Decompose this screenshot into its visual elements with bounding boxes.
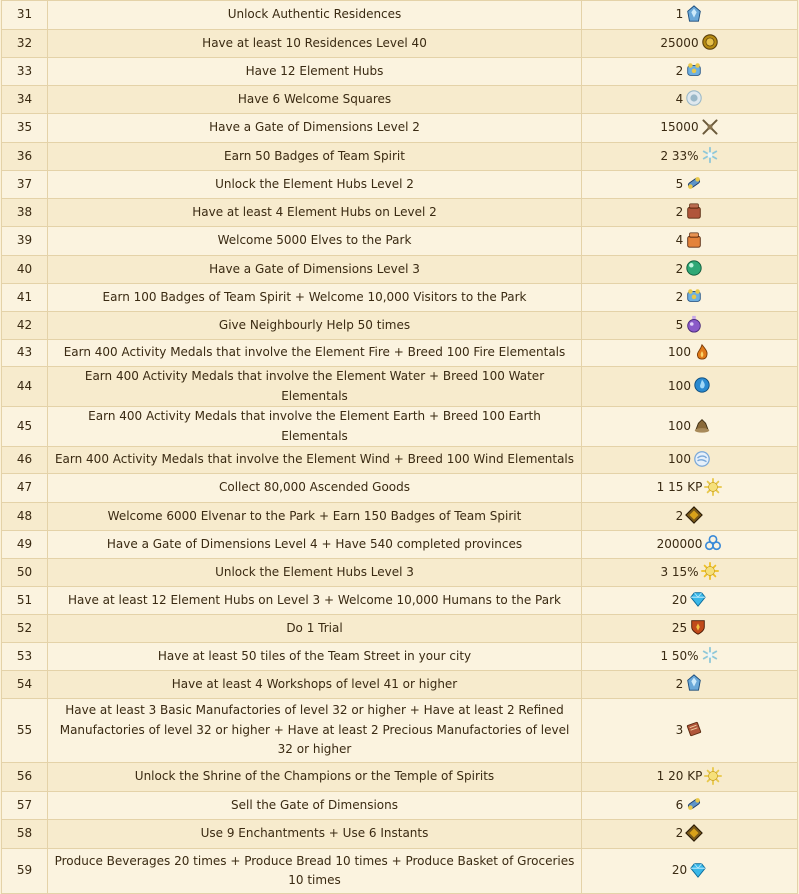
quest-number: 38 — [2, 199, 48, 227]
diamond-icon — [689, 590, 707, 608]
quest-reward — [582, 615, 798, 643]
quest-reward — [582, 340, 798, 367]
table-row — [2, 143, 798, 171]
book-icon — [685, 720, 703, 738]
quest-number: 50 — [2, 559, 48, 587]
upgrade-scroll-icon — [685, 174, 703, 192]
quest-reward — [582, 447, 798, 474]
reward-amount: 100 — [668, 378, 691, 393]
quest-reward — [582, 312, 798, 340]
quest-number: 40 — [2, 256, 48, 284]
orb-icon — [685, 259, 703, 277]
table-row — [2, 171, 798, 199]
reward-amount: 4 — [675, 91, 684, 106]
quest-number: 33 — [2, 58, 48, 86]
quest-reward — [582, 114, 798, 143]
quest-number: 51 — [2, 587, 48, 615]
quest-number: 53 — [2, 643, 48, 671]
quest-number: 31 — [2, 1, 48, 30]
tools-icon — [701, 118, 719, 136]
table-row — [2, 30, 798, 58]
table-row — [2, 86, 798, 114]
fire-element-icon — [693, 343, 711, 361]
quest-number: 58 — [2, 820, 48, 849]
quest-task: Unlock the Shrine of the Champions or the Temple of Spirits — [48, 763, 582, 792]
quest-number: 36 — [2, 143, 48, 171]
coins-icon — [701, 33, 719, 51]
box-icon — [685, 231, 703, 249]
reward-amount: 20 — [671, 592, 688, 607]
quest-number: 56 — [2, 763, 48, 792]
sun-buff-icon — [701, 562, 719, 580]
quest-number: 44 — [2, 367, 48, 407]
table-row — [2, 114, 798, 143]
snowflake-buff-icon — [701, 146, 719, 164]
quest-number: 47 — [2, 474, 48, 503]
box-icon — [685, 202, 703, 220]
earth-element-icon — [693, 416, 711, 434]
reward-amount: 1 20 KP — [656, 769, 703, 784]
quest-number: 59 — [2, 849, 48, 894]
reward-amount: 1 — [675, 7, 684, 22]
quest-reward — [582, 143, 798, 171]
snowflake-buff-icon — [701, 646, 719, 664]
quest-reward — [582, 1, 798, 30]
quest-number: 32 — [2, 30, 48, 58]
quest-task: Have 12 Element Hubs — [48, 58, 582, 86]
quest-number: 37 — [2, 171, 48, 199]
quest-task: Sell the Gate of Dimensions — [48, 792, 582, 820]
quest-reward — [582, 643, 798, 671]
table-row — [2, 763, 798, 792]
knowledge-points-icon — [704, 767, 722, 785]
quest-reward — [582, 849, 798, 894]
quest-reward — [582, 559, 798, 587]
quest-task: Earn 400 Activity Medals that involve the Element Fire + Breed 100 Fire Elementals — [48, 340, 582, 367]
table-row — [2, 699, 798, 763]
quest-number: 41 — [2, 284, 48, 312]
reward-amount: 3 — [675, 722, 684, 737]
reward-amount: 2 — [675, 261, 684, 276]
upgrade-scroll-icon — [685, 795, 703, 813]
table-row — [2, 367, 798, 407]
reward-amount: 2 — [675, 826, 684, 841]
quest-task: Have at least 12 Element Hubs on Level 3 + Welcome 10,000 Humans to the Park — [48, 587, 582, 615]
quest-reward — [582, 171, 798, 199]
quest-reward — [582, 367, 798, 407]
table-row — [2, 820, 798, 849]
table-row — [2, 503, 798, 531]
reward-amount: 100 — [668, 345, 691, 360]
table-row — [2, 671, 798, 699]
crystal-relic-icon — [685, 674, 703, 692]
reward-amount: 25 — [671, 620, 688, 635]
quest-number: 48 — [2, 503, 48, 531]
quest-number: 45 — [2, 407, 48, 447]
quest-reward — [582, 407, 798, 447]
table-row — [2, 615, 798, 643]
quest-reward — [582, 792, 798, 820]
quest-task: Have a Gate of Dimensions Level 3 — [48, 256, 582, 284]
quest-task: Have at least 4 Element Hubs on Level 2 — [48, 199, 582, 227]
quest-reward — [582, 199, 798, 227]
reward-amount: 2 — [675, 289, 684, 304]
table-row — [2, 587, 798, 615]
reward-amount: 2 — [675, 676, 684, 691]
reward-amount: 3 15% — [660, 564, 699, 579]
quest-number: 35 — [2, 114, 48, 143]
quest-number: 42 — [2, 312, 48, 340]
reward-amount: 6 — [675, 797, 684, 812]
table-row — [2, 340, 798, 367]
table-row — [2, 849, 798, 894]
quest-number: 39 — [2, 227, 48, 256]
champion-crest-icon — [689, 618, 707, 636]
table-row — [2, 227, 798, 256]
quest-reward — [582, 671, 798, 699]
quest-task: Collect 80,000 Ascended Goods — [48, 474, 582, 503]
quest-reward — [582, 284, 798, 312]
quest-number: 57 — [2, 792, 48, 820]
quest-task: Have a Gate of Dimensions Level 2 — [48, 114, 582, 143]
reward-amount: 5 — [675, 176, 684, 191]
quest-number: 43 — [2, 340, 48, 367]
table-row — [2, 531, 798, 559]
reward-amount: 5 — [675, 317, 684, 332]
reward-amount: 2 33% — [660, 148, 699, 163]
quest-task: Have at least 50 tiles of the Team Street in your city — [48, 643, 582, 671]
quest-task: Produce Beverages 20 times + Produce Bread 10 times + Produce Basket of Groceries 10 times — [48, 849, 582, 894]
quest-task: Earn 50 Badges of Team Spirit — [48, 143, 582, 171]
quest-task: Have 6 Welcome Squares — [48, 86, 582, 114]
quest-number: 52 — [2, 615, 48, 643]
diamond-rune-icon — [685, 824, 703, 842]
table-row — [2, 474, 798, 503]
diamond-rune-icon — [685, 506, 703, 524]
quest-task: Welcome 6000 Elvenar to the Park + Earn 150 Badges of Team Spirit — [48, 503, 582, 531]
quest-reward — [582, 30, 798, 58]
table-row — [2, 284, 798, 312]
reward-amount: 2 — [675, 63, 684, 78]
quest-task: Earn 400 Activity Medals that involve the Element Wind + Breed 100 Wind Elementals — [48, 447, 582, 474]
wind-element-icon — [693, 450, 711, 468]
quest-task: Welcome 5000 Elves to the Park — [48, 227, 582, 256]
table-row — [2, 559, 798, 587]
reward-amount: 2 — [675, 204, 684, 219]
quest-number: 54 — [2, 671, 48, 699]
table-row — [2, 58, 798, 86]
potion-icon — [685, 315, 703, 333]
reward-amount: 1 15 KP — [656, 480, 703, 495]
quest-task: Have at least 3 Basic Manufactories of level 32 or higher + Have at least 2 Refined Manufactories of level 32 or higher + Have at least 2 Precious Manufactories of level 32 or higher — [48, 699, 582, 763]
quest-reward — [582, 531, 798, 559]
knowledge-points-icon — [704, 478, 722, 496]
quest-task: Earn 100 Badges of Team Spirit + Welcome 10,000 Visitors to the Park — [48, 284, 582, 312]
quest-number: 34 — [2, 86, 48, 114]
quest-number: 49 — [2, 531, 48, 559]
reward-amount: 200000 — [656, 536, 703, 551]
reward-amount: 4 — [675, 233, 684, 248]
diamond-icon — [689, 861, 707, 879]
quest-number: 46 — [2, 447, 48, 474]
welcome-square-icon — [685, 89, 703, 107]
quest-reward — [582, 820, 798, 849]
quest-task: Unlock the Element Hubs Level 3 — [48, 559, 582, 587]
crystal-relic-icon — [685, 5, 703, 23]
table-row — [2, 447, 798, 474]
quest-reward — [582, 58, 798, 86]
quest-reward — [582, 587, 798, 615]
reward-amount: 100 — [668, 418, 691, 433]
element-hub-icon — [685, 61, 703, 79]
quest-reward — [582, 256, 798, 284]
quest-table — [1, 0, 798, 894]
reward-amount: 15000 — [660, 120, 699, 135]
quest-reward — [582, 763, 798, 792]
reward-amount: 100 — [668, 452, 691, 467]
table-row — [2, 407, 798, 447]
quest-reward — [582, 503, 798, 531]
water-element-icon — [693, 376, 711, 394]
reward-amount: 1 50% — [660, 648, 699, 663]
table-row — [2, 1, 798, 30]
spell-fragments-icon — [704, 534, 722, 552]
table-row — [2, 312, 798, 340]
table-row — [2, 256, 798, 284]
element-hub-icon — [685, 287, 703, 305]
quest-number: 55 — [2, 699, 48, 763]
quest-task: Do 1 Trial — [48, 615, 582, 643]
quest-task: Use 9 Enchantments + Use 6 Instants — [48, 820, 582, 849]
quest-task: Have at least 4 Workshops of level 41 or higher — [48, 671, 582, 699]
reward-amount: 20 — [671, 863, 688, 878]
quest-task: Earn 400 Activity Medals that involve the Element Water + Breed 100 Water Elementals — [48, 367, 582, 407]
reward-amount: 25000 — [660, 35, 699, 50]
quest-task: Have at least 10 Residences Level 40 — [48, 30, 582, 58]
table-row — [2, 643, 798, 671]
quest-task: Have a Gate of Dimensions Level 4 + Have 540 completed provinces — [48, 531, 582, 559]
quest-task: Unlock the Element Hubs Level 2 — [48, 171, 582, 199]
quest-reward — [582, 86, 798, 114]
reward-amount: 2 — [675, 508, 684, 523]
quest-reward — [582, 227, 798, 256]
quest-task: Earn 400 Activity Medals that involve the Element Earth + Breed 100 Earth Elementals — [48, 407, 582, 447]
quest-reward — [582, 474, 798, 503]
table-row — [2, 792, 798, 820]
table-row — [2, 199, 798, 227]
quest-reward — [582, 699, 798, 763]
quest-task: Give Neighbourly Help 50 times — [48, 312, 582, 340]
quest-task: Unlock Authentic Residences — [48, 1, 582, 30]
